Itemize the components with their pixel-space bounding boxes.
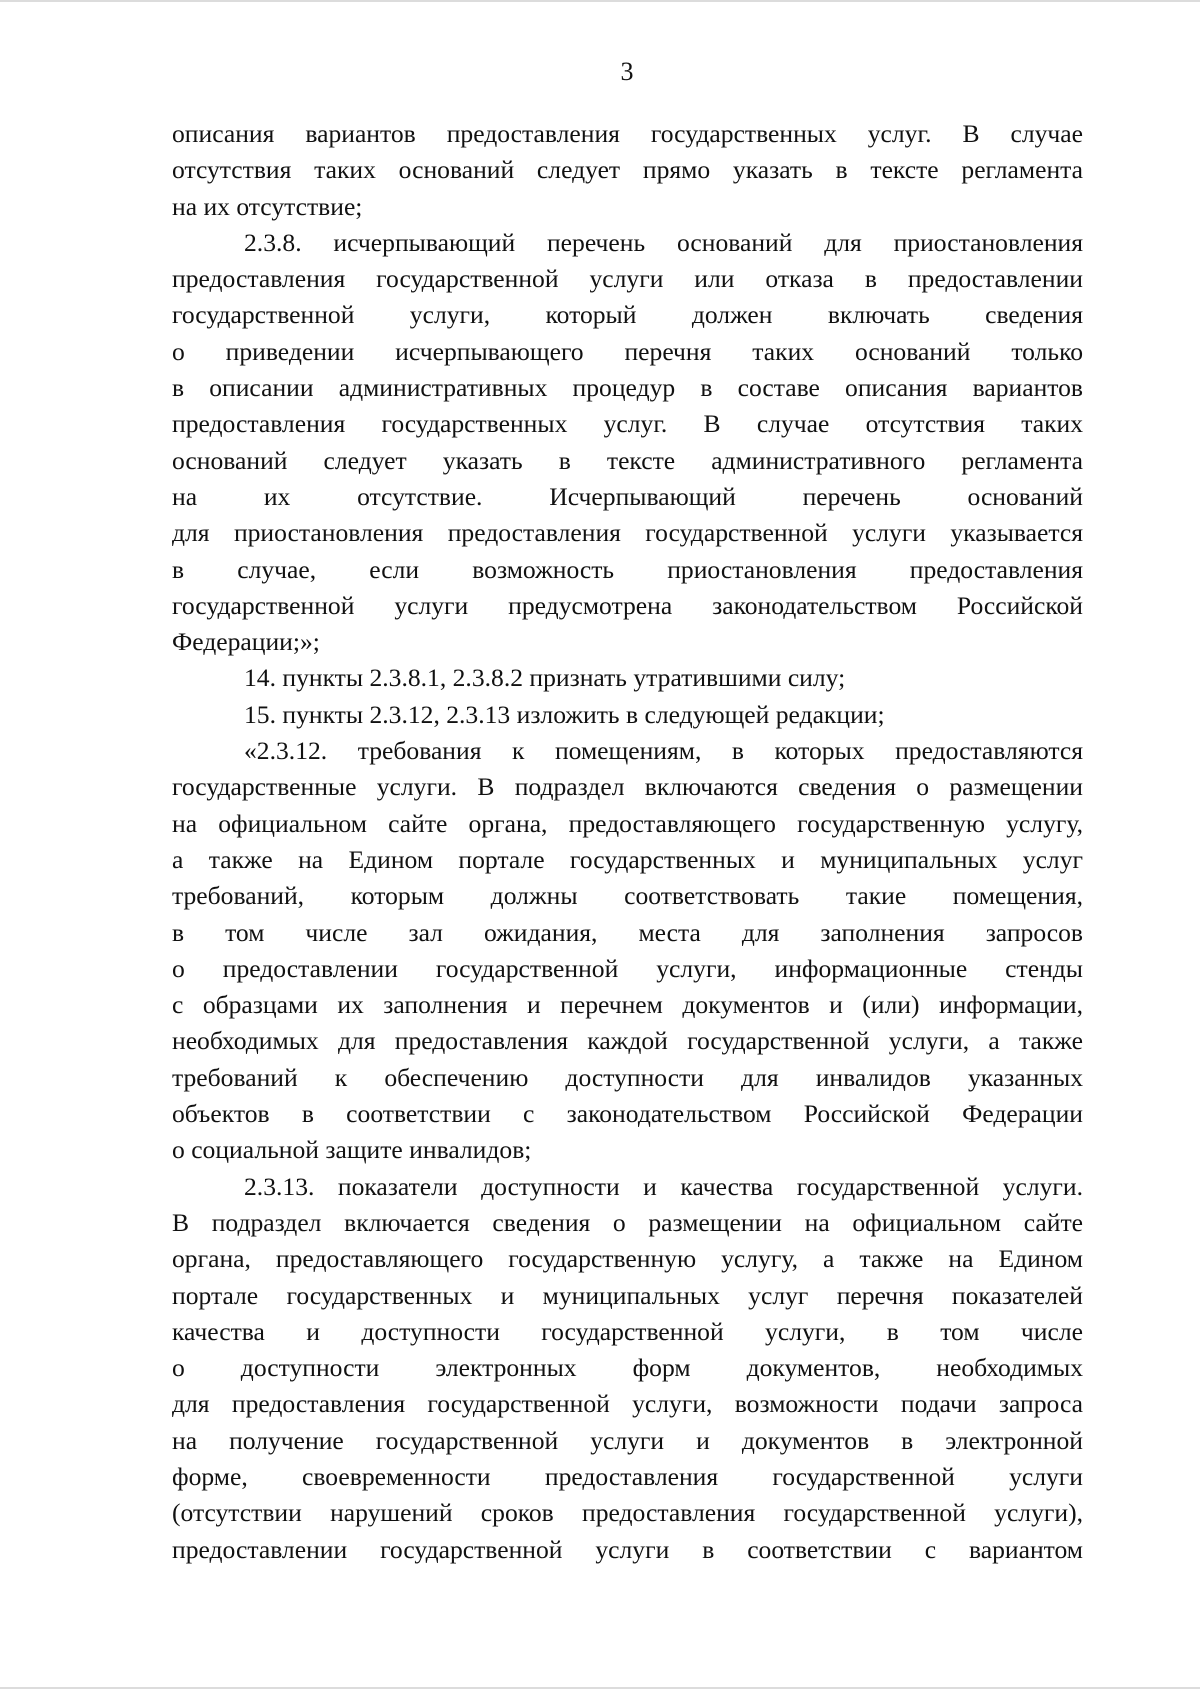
text-line: на их отсутствие. Исчерпывающий перечень оснований xyxy=(172,481,1083,511)
text-line: в случае, если возможность приостановления предоставления xyxy=(172,554,1083,584)
text-line: требований к обеспечению доступности для инвалидов указанных xyxy=(172,1062,1083,1092)
text-line: на официальном сайте органа, предоставляющего государственную услугу, xyxy=(172,808,1083,838)
text-line: с образцами их заполнения и перечнем документов и (или) информации, xyxy=(172,990,1083,1020)
text-line: портале государственных и муниципальных услуг перечня показателей xyxy=(172,1280,1083,1310)
text-line: объектов в соответствии с законодательством Российской Федерации xyxy=(172,1099,1083,1129)
text-line: необходимых для предоставления каждой государственной услуги, а также xyxy=(172,1026,1083,1056)
text-line: государственной услуги, который должен включать сведения xyxy=(172,300,1083,330)
text-line: требований, которым должны соответствовать такие помещения, xyxy=(172,881,1083,911)
text-line: на получение государственной услуги и документов в электронной xyxy=(172,1425,1083,1455)
text-line: предоставления государственной услуги или отказа в предоставлении xyxy=(172,264,1083,294)
text-line: для предоставления государственной услуги, возможности подачи запроса xyxy=(172,1389,1083,1419)
text-line: описания вариантов предоставления государственных услуг. В случае xyxy=(172,119,1083,148)
text-line: о доступности электронных форм документов, необходимых xyxy=(172,1353,1083,1383)
text-line: «2.3.12. требования к помещениям, в которых предоставляются xyxy=(244,736,1083,766)
text-line: государственной услуги предусмотрена законодательством Российской xyxy=(172,590,1083,620)
text-line: Федерации;»; xyxy=(172,627,320,657)
text-line: органа, предоставляющего государственную услугу, а также на Едином xyxy=(172,1244,1083,1274)
text-line: 14. пункты 2.3.8.1, 2.3.8.2 признать утратившими силу; xyxy=(244,663,846,693)
text-line: отсутствия таких оснований следует прямо указать в тексте регламента xyxy=(172,155,1083,185)
text-line: (отсутствии нарушений сроков предоставления государственной услуги), xyxy=(172,1498,1083,1528)
text-line: для приостановления предоставления государственной услуги указывается xyxy=(172,518,1083,548)
text-line: предоставления государственных услуг. В случае отсутствия таких xyxy=(172,409,1083,439)
text-line: В подраздел включается сведения о размещении на официальном сайте xyxy=(172,1207,1083,1237)
text-line: 2.3.13. показатели доступности и качества государственной услуги. xyxy=(244,1171,1083,1201)
text-line: о приведении исчерпывающего перечня таких оснований только xyxy=(172,336,1083,366)
text-line: форме, своевременности предоставления государственной услуги xyxy=(172,1461,1083,1491)
text-line: предоставлении государственной услуги в соответствии с вариантом xyxy=(172,1534,1083,1564)
text-line: 15. пункты 2.3.12, 2.3.13 изложить в следующей редакции; xyxy=(244,699,885,729)
page-number: 3 xyxy=(620,57,634,86)
text-line: о предоставлении государственной услуги, информационные стенды xyxy=(172,953,1083,983)
text-line: в описании административных процедур в составе описания вариантов xyxy=(172,373,1083,403)
body-text xyxy=(172,116,1083,1568)
text-line: о социальной защите инвалидов; xyxy=(172,1135,532,1165)
text-line: 2.3.8. исчерпывающий перечень оснований для приостановления xyxy=(244,227,1083,257)
text-line: качества и доступности государственной услуги, в том числе xyxy=(172,1316,1083,1346)
text-line: государственные услуги. В подраздел включаются сведения о размещении xyxy=(172,772,1083,802)
text-line: а также на Едином портале государственных и муниципальных услуг xyxy=(172,844,1083,874)
scan-edge-top xyxy=(0,0,1200,2)
text-line: на их отсутствие; xyxy=(172,191,363,221)
text-line: оснований следует указать в тексте административного регламента xyxy=(172,445,1083,475)
text-line: в том числе зал ожидания, места для заполнения запросов xyxy=(172,917,1083,947)
